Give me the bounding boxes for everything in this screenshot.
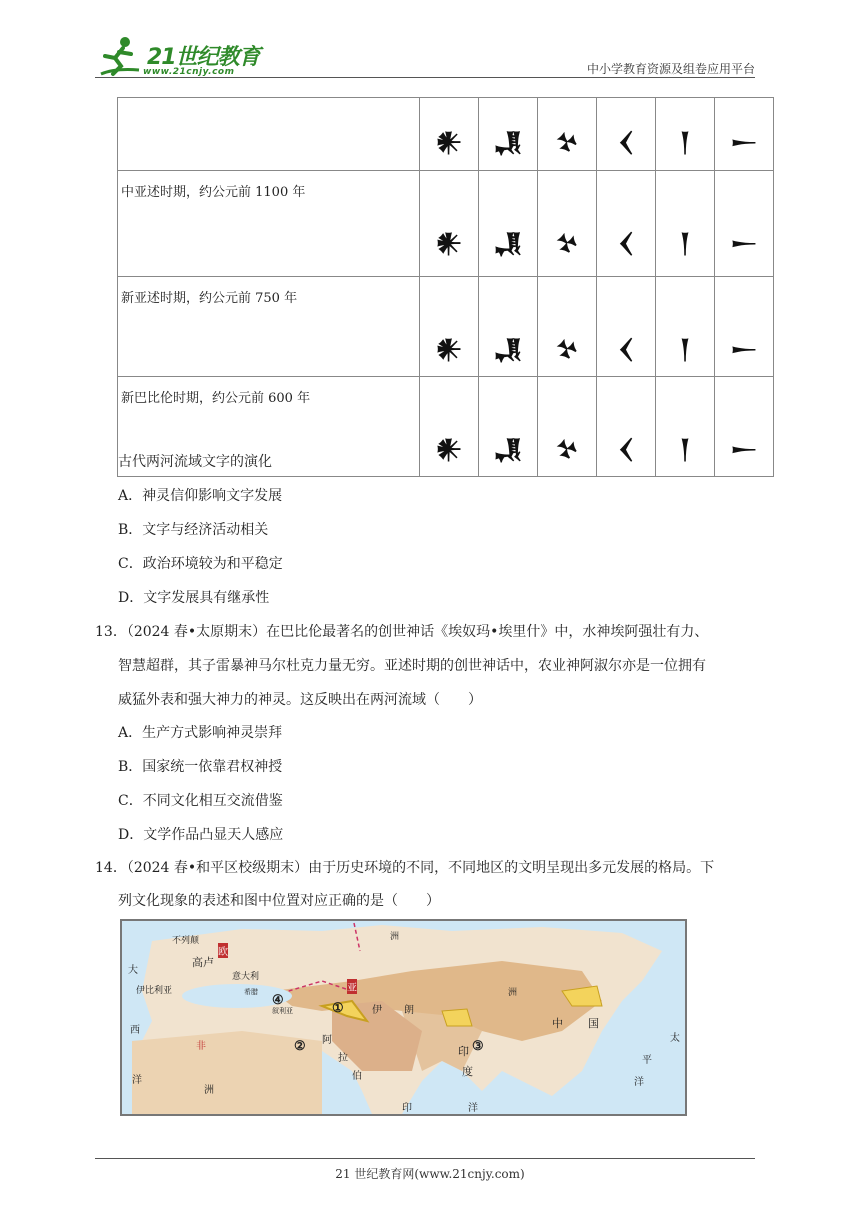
map-label: 大 bbox=[128, 965, 138, 976]
map-label: 洋 bbox=[132, 1075, 142, 1086]
cuneiform-glyph: 𒁹 bbox=[679, 435, 691, 465]
cuneiform-glyph: 𒂗 bbox=[493, 435, 523, 465]
glyph-cell bbox=[715, 98, 774, 171]
map-label: 国 bbox=[588, 1017, 599, 1030]
cuneiform-glyph: 𒀸 bbox=[730, 229, 758, 259]
cuneiform-glyph: 𒀭 bbox=[435, 229, 463, 259]
cuneiform-glyph: 𒆳 bbox=[555, 335, 579, 365]
footer-text: 21 世纪教育网(www.21cnjy.com) bbox=[335, 1167, 525, 1181]
cuneiform-glyph: 𒌋 bbox=[617, 435, 635, 465]
cuneiform-glyph: 𒂗 bbox=[493, 335, 523, 365]
period-label: 新巴比伦时期，约公元前 600 年 bbox=[118, 377, 420, 477]
glyph-cell bbox=[420, 377, 479, 477]
cuneiform-glyph: 𒌋 bbox=[617, 335, 635, 365]
map-label: 中 bbox=[552, 1017, 563, 1030]
glyph-cell bbox=[715, 277, 774, 377]
cuneiform-glyph: 𒀸 bbox=[730, 335, 758, 365]
table-row bbox=[118, 98, 774, 171]
cuneiform-glyph: 𒀸 bbox=[730, 435, 758, 465]
option-b[interactable]: B．文字与经济活动相关 bbox=[118, 522, 269, 538]
glyph-cell bbox=[597, 377, 656, 477]
question-13-line: 智慧超群，其子雷暴神马尔杜克力量无穷。亚述时期的创世神话中，农业神阿淑尔亦是一位拥有 bbox=[118, 658, 706, 674]
cuneiform-glyph: 𒆳 bbox=[555, 229, 579, 259]
glyph-cell bbox=[479, 277, 538, 377]
glyph-cell bbox=[656, 171, 715, 277]
cuneiform-glyph: 𒂗 bbox=[493, 229, 523, 259]
cuneiform-glyph: 𒁹 bbox=[679, 128, 691, 158]
map-label: 伊比利亚 bbox=[136, 986, 173, 996]
cuneiform-glyph: 𒌋 bbox=[617, 128, 635, 158]
table-caption: 古代两河流域文字的演化 bbox=[118, 454, 272, 470]
glyph-cell bbox=[479, 98, 538, 171]
glyph-cell bbox=[538, 171, 597, 277]
glyph-cell bbox=[715, 377, 774, 477]
option-c[interactable]: C．不同文化相互交流借鉴 bbox=[118, 793, 283, 809]
glyph-cell bbox=[656, 277, 715, 377]
glyph-cell bbox=[597, 171, 656, 277]
question-13-line: 13．（2024 春•太原期末）在巴比伦最著名的创世神话《埃奴玛•埃里什》中，水神埃阿强壮有力、 bbox=[95, 624, 709, 640]
runner-logo-icon bbox=[95, 34, 145, 80]
table-row bbox=[118, 277, 774, 377]
option-b[interactable]: B．国家统一依靠君权神授 bbox=[118, 759, 283, 775]
cuneiform-glyph: 𒁹 bbox=[679, 229, 691, 259]
platform-title: 中小学教育资源及组卷应用平台 bbox=[586, 62, 755, 76]
map-label: 洲 bbox=[204, 1085, 214, 1096]
map-label: 意大利 bbox=[232, 972, 260, 982]
map-marker: ③ bbox=[472, 1039, 484, 1054]
map-label: 不列颠 bbox=[172, 936, 200, 946]
map-label: 高卢 bbox=[192, 956, 214, 969]
glyph-cell bbox=[715, 171, 774, 277]
footer-divider bbox=[95, 1158, 755, 1159]
map-marker: ① bbox=[332, 1001, 344, 1016]
question-14-line: 14．（2024 春•和平区校级期末）由于历史环境的不同，不同地区的文明呈现出多元发展的格局。下 bbox=[95, 860, 715, 876]
cuneiform-glyph: 𒁹 bbox=[679, 335, 691, 365]
cuneiform-glyph: 𒀭 bbox=[435, 335, 463, 365]
civilization-map bbox=[120, 919, 687, 1116]
glyph-cell bbox=[656, 377, 715, 477]
cuneiform-glyph: 𒀭 bbox=[435, 435, 463, 465]
period-label: 新亚述时期，约公元前 750 年 bbox=[118, 277, 420, 377]
period-label bbox=[118, 98, 420, 171]
map-label: 非 bbox=[196, 1041, 206, 1052]
glyph-cell bbox=[656, 98, 715, 171]
map-label: 亚 bbox=[347, 979, 357, 994]
map-label: 洲 bbox=[508, 988, 518, 998]
cuneiform-glyph: 𒀸 bbox=[730, 128, 758, 158]
option-a[interactable]: A．神灵信仰影响文字发展 bbox=[118, 488, 283, 504]
logo-url: www.21cnjy.com bbox=[143, 67, 235, 77]
glyph-cell bbox=[420, 277, 479, 377]
cuneiform-table bbox=[117, 97, 774, 477]
logo bbox=[95, 34, 265, 80]
logo-text: 21世纪教育 bbox=[147, 45, 260, 70]
map-label: 洲 bbox=[390, 932, 400, 942]
question-13-line: 威猛外表和强大神力的神灵。这反映出在两河流域（ ） bbox=[118, 692, 482, 708]
map-label: 洋 bbox=[468, 1103, 478, 1114]
map-label: 伯 bbox=[352, 1071, 362, 1082]
map-label: 印 bbox=[458, 1045, 469, 1058]
map-label: 伊 bbox=[372, 1005, 382, 1016]
cuneiform-glyph: 𒌋 bbox=[617, 229, 635, 259]
cuneiform-glyph: 𒂗 bbox=[493, 128, 523, 158]
glyph-cell bbox=[597, 277, 656, 377]
cuneiform-glyph: 𒆳 bbox=[555, 435, 579, 465]
glyph-cell bbox=[420, 171, 479, 277]
page-header bbox=[95, 30, 755, 80]
glyph-cell bbox=[538, 98, 597, 171]
glyph-cell bbox=[479, 171, 538, 277]
map-label: 印 bbox=[402, 1103, 412, 1114]
period-label: 中亚述时期，约公元前 1100 年 bbox=[118, 171, 420, 277]
map-label: 平 bbox=[642, 1055, 652, 1066]
glyph-cell bbox=[597, 98, 656, 171]
glyph-cell bbox=[538, 377, 597, 477]
map-label: 希腊 bbox=[244, 988, 258, 996]
header-divider bbox=[95, 77, 755, 78]
cuneiform-glyph: 𒀭 bbox=[435, 128, 463, 158]
map-marker: ② bbox=[294, 1039, 306, 1054]
option-d[interactable]: D．文字发展具有继承性 bbox=[118, 590, 270, 606]
map-label: 阿 bbox=[322, 1035, 332, 1046]
glyph-cell bbox=[479, 377, 538, 477]
indus-icon bbox=[442, 1009, 472, 1026]
map-label: 太 bbox=[670, 1033, 680, 1044]
glyph-cell bbox=[538, 277, 597, 377]
map-label: 朗 bbox=[404, 1005, 414, 1016]
question-14-line: 列文化现象的表述和图中位置对应正确的是（ ） bbox=[118, 893, 440, 909]
map-label: 度 bbox=[462, 1065, 473, 1078]
option-a[interactable]: A．生产方式影响神灵崇拜 bbox=[118, 725, 283, 741]
cuneiform-glyph: 𒆳 bbox=[555, 128, 579, 158]
map-label: 拉 bbox=[338, 1053, 348, 1064]
map-label: 叙利亚 bbox=[272, 1007, 293, 1015]
option-d[interactable]: D．文学作品凸显天人感应 bbox=[118, 827, 284, 843]
glyph-cell bbox=[420, 98, 479, 171]
map-label: 洋 bbox=[634, 1077, 644, 1088]
map-label: 欧 bbox=[218, 943, 228, 958]
map-marker: ④ bbox=[272, 993, 284, 1008]
map-label: 西 bbox=[130, 1025, 140, 1036]
option-c[interactable]: C．政治环境较为和平稳定 bbox=[118, 556, 283, 572]
table-row bbox=[118, 171, 774, 277]
